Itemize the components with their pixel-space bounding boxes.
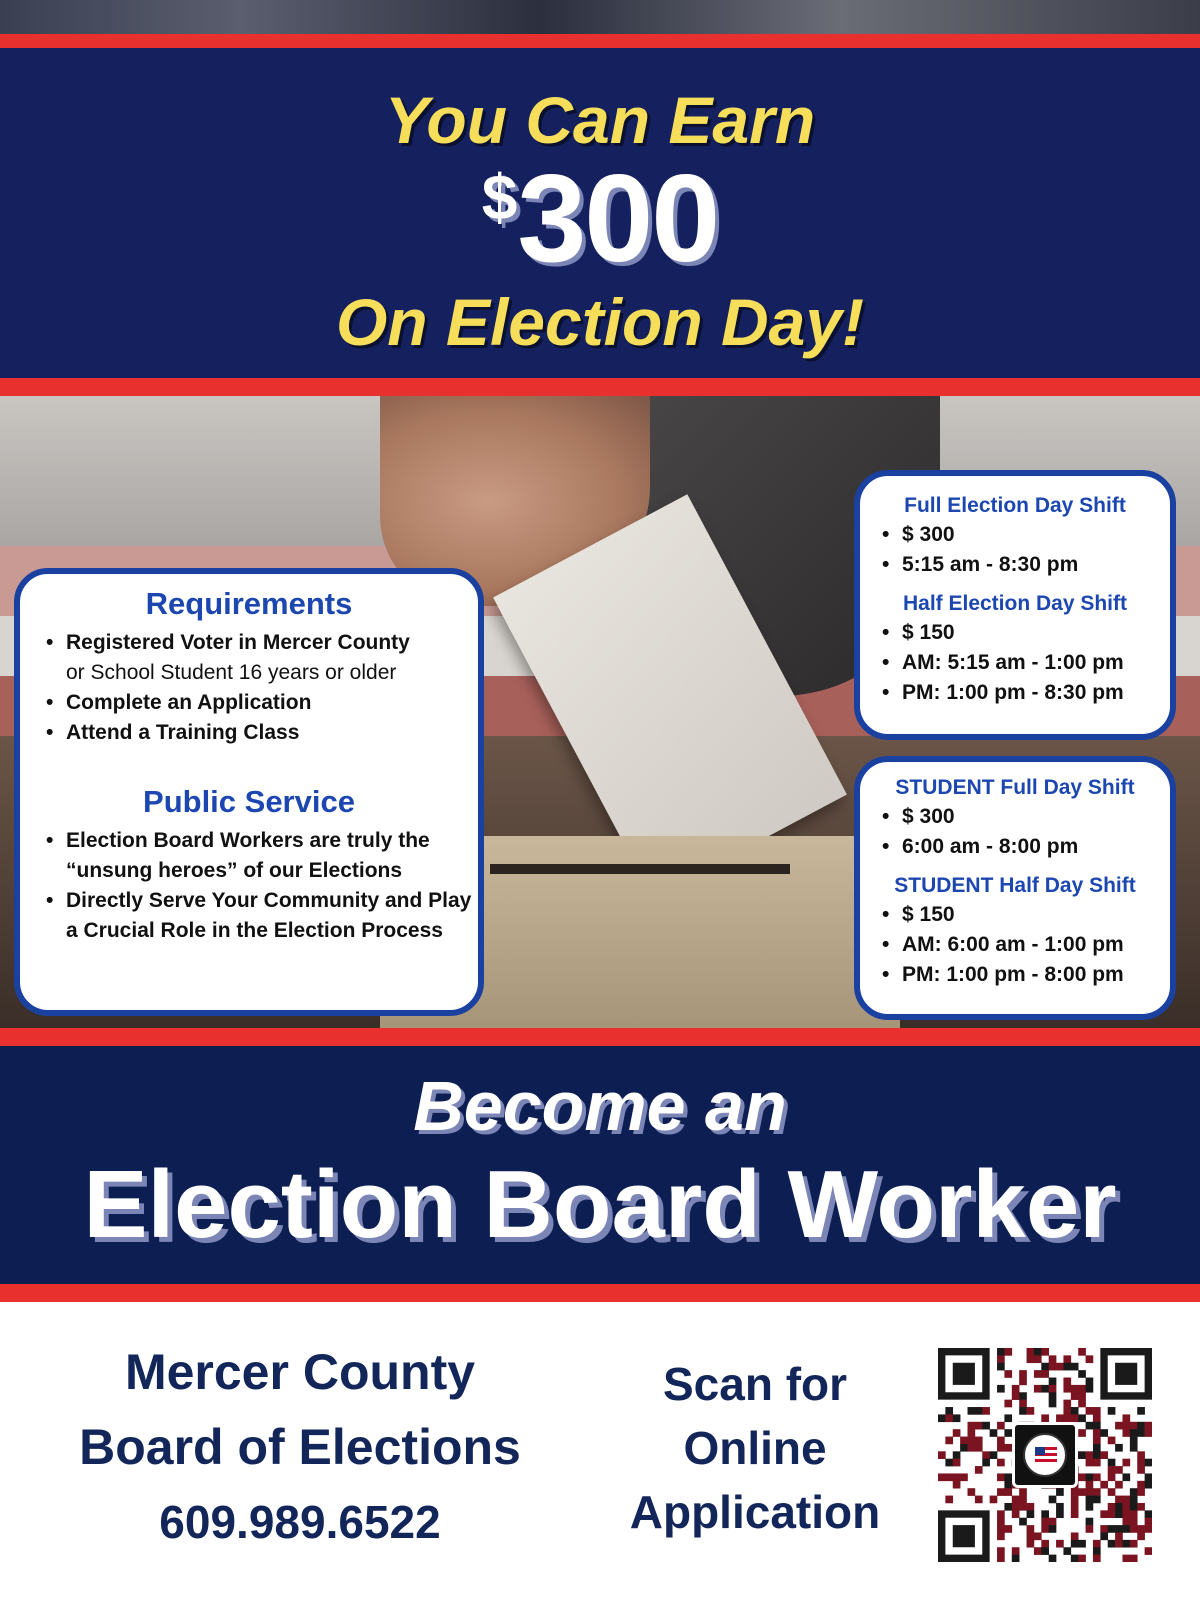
- list-item: • 5:15 am - 8:30 pm: [882, 550, 1170, 580]
- org-name-line2: Board of Elections: [79, 1419, 521, 1475]
- half-shift-title: Half Election Day Shift: [902, 592, 1128, 615]
- red-stripe-bottom: [0, 1284, 1200, 1302]
- amount-value: 300: [517, 150, 719, 288]
- list-item: [46, 628, 478, 688]
- hero-banner: [0, 48, 1200, 378]
- scan-instructions: [610, 1352, 900, 1544]
- flag-icon: [1035, 1447, 1057, 1463]
- requirement-text: Attend a Training Class: [66, 721, 300, 744]
- top-photo-strip: [0, 0, 1200, 34]
- scan-line2: Online: [683, 1422, 827, 1474]
- dollar-sign: $: [481, 161, 518, 233]
- student-full-shift-list: [882, 802, 1170, 862]
- call-to-action-banner: [0, 1046, 1200, 1284]
- list-item: • $ 300: [882, 802, 1170, 832]
- red-stripe-lower: [0, 1028, 1200, 1046]
- adult-shifts-card: [854, 470, 1176, 740]
- red-stripe-mid: [0, 378, 1200, 396]
- list-item: • $ 300: [882, 520, 1170, 550]
- requirements-list: [46, 628, 478, 748]
- public-service-list: [46, 826, 478, 946]
- requirements-card: [14, 568, 484, 1016]
- requirement-text: Registered Voter in Mercer County: [66, 631, 410, 654]
- org-name-line1: Mercer County: [124, 1344, 476, 1400]
- student-half-shift-list: [882, 900, 1170, 990]
- requirement-subtext: or School Student 16 years or older: [66, 661, 397, 684]
- red-stripe-top: [0, 34, 1200, 48]
- list-item: [46, 718, 478, 748]
- phone-number: 609.989.6522: [159, 1496, 441, 1548]
- full-shift-list: [882, 520, 1170, 580]
- banner-line2: Election Board Worker: [83, 1151, 1117, 1258]
- list-item: • Directly Serve Your Community and Play a Crucial Role in the Election Process: [46, 886, 478, 946]
- list-item: • Election Board Workers are truly the “unsung heroes” of our Elections: [46, 826, 478, 886]
- list-item: • AM: 5:15 am - 1:00 pm: [882, 648, 1170, 678]
- organization-contact: [40, 1336, 560, 1558]
- student-shifts-card: [854, 756, 1176, 1020]
- list-item: • 6:00 am - 8:00 pm: [882, 832, 1170, 862]
- scan-line1: Scan for: [662, 1358, 848, 1410]
- hero-headline: You Can Earn: [384, 83, 816, 157]
- hero-subheadline: On Election Day!: [335, 285, 865, 359]
- hero-amount: [0, 148, 1200, 290]
- list-item: • AM: 6:00 am - 1:00 pm: [882, 930, 1170, 960]
- public-service-title: Public Service: [143, 784, 355, 819]
- half-shift-list: [882, 618, 1170, 708]
- ballot-slot: [490, 864, 790, 874]
- list-item: • PM: 1:00 pm - 8:30 pm: [882, 678, 1170, 708]
- list-item: • $ 150: [882, 900, 1170, 930]
- mercer-county-seal-icon: [1012, 1422, 1078, 1488]
- banner-line1: Become an: [413, 1067, 787, 1145]
- full-shift-title: Full Election Day Shift: [904, 494, 1126, 517]
- student-half-shift-title: STUDENT Half Day Shift: [894, 874, 1136, 897]
- qr-code-icon[interactable]: [938, 1348, 1152, 1562]
- list-item: • PM: 1:00 pm - 8:00 pm: [882, 960, 1170, 990]
- list-item: [46, 688, 478, 718]
- student-full-shift-title: STUDENT Full Day Shift: [895, 776, 1135, 799]
- seal-circle: [1023, 1433, 1067, 1477]
- requirement-text: Complete an Application: [66, 691, 312, 714]
- scan-line3: Application: [629, 1486, 881, 1538]
- requirements-title: Requirements: [145, 586, 353, 621]
- list-item: • $ 150: [882, 618, 1170, 648]
